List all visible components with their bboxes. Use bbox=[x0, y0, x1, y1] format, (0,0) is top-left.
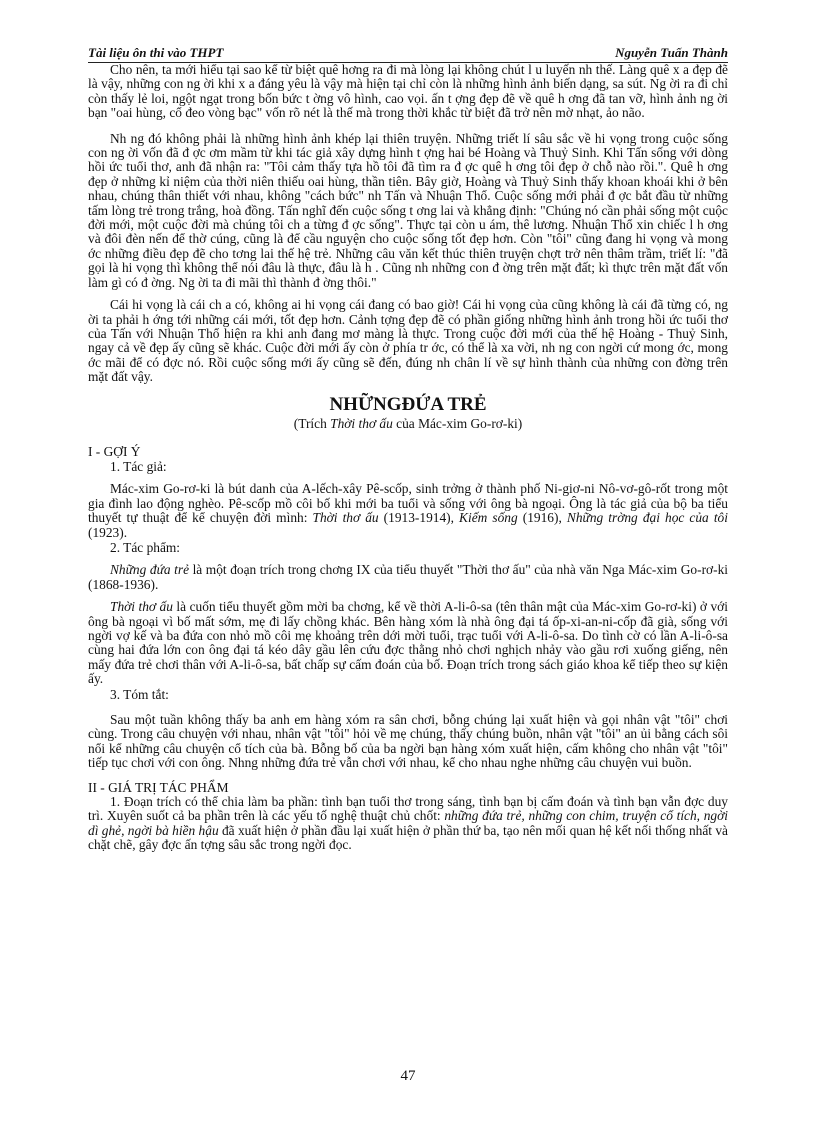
author-text-c: (1913-1914), bbox=[378, 510, 460, 526]
work-p1-a: Những đứa trẻ bbox=[110, 562, 190, 578]
work-p2-a: Thời thơ ấu bbox=[110, 599, 173, 615]
heading-tom-tat: 3. Tóm tắt: bbox=[110, 686, 169, 702]
author-text-a: Mác-xim Go-rơ-ki là bút danh của A-lếch-xây Pê-scốp, sinh trởng ở thành phố Ni-giơ-ni Nô-vơ-gô-rốt trong một gia đình lao động nghèo. Pê-scốp mồ côi bố khi mới ba tuổi và sống với ông bà ngoại. Ông là tác giả của bộ ba tiểu thuyết tự thuật để kể chuyện đời mình: bbox=[88, 481, 728, 526]
author-text-e: (1916), bbox=[517, 510, 567, 526]
value-p1-c: đã xuất hiện ở phần đầu lại xuất hiện ở phần thứ ba, tạo nên mối quan hệ kết nối thống nhất và chặt chẽ, gây đợc ấn tợng sâu sắc trong ngời đọc. bbox=[88, 822, 729, 853]
subtitle-suffix: của Mác-xim Go-rơ-ki) bbox=[392, 415, 523, 431]
section-title: NHỮNGĐỨA TRẺ bbox=[329, 393, 487, 415]
intro-paragraph-1: Cho nên, ta mới hiểu tại sao kể từ biệt quê hơng ra đi mà lòng lại không chút l u luyến nh thế. Làng quê x a đẹp đẽ là vậy, những con ng ời khi x a đáng yêu là vậy mà hiện tại chỉ còn là những hình ảnh biến dạng, sa sút. Ng ời ra đi chỉ còn thấy lẻ loi, ngột ngạt trong bốn bức t ờng vô hình, cao vọi. ấn t ợng đẹp đẽ về quê h ơng đã tan vỡ, hình ảnh ng ời bạn "oai hùng, cổ đeo vòng bạc" vốn rõ nét là thế mà trong thời khắc từ biệt đã trở nên mờ nhạt, ảo não. bbox=[88, 62, 728, 121]
heading-tac-pham: 2. Tác phẩm: bbox=[110, 539, 181, 555]
author-text-g: (1923). bbox=[88, 524, 128, 540]
subtitle-prefix: (Trích bbox=[293, 415, 331, 431]
intro-paragraph-2: Nh ng đó không phải là những hình ảnh khép lại thiên truyện. Những triết lí sâu sắc về hi vọng trong cuộc sống con ng ời vốn đã đ ợc ơm mầm từ khi tác giả xây dựng hình t ợng hai bé Hoàng và Thuỷ Sinh. Khi Tấn sống với dòng hồi ức tuổi thơ, anh đã nhận ra: "Tôi cảm thấy tựa hồ tôi đã tìm ra đ ợc quê h ơng tôi đẹp ở chỗ nào rồi.". Quê h ơng đẹp ở những kỉ niệm của thời niên thiếu oai hùng, thần tiên. Bây giờ, Hoàng và Thuỷ Sinh thấy khoan khoái khi ở bên nhau, chúng thân thiết với nhau, không "cách bức" nh Tấn và Nhuận Thổ. Cuộc sống mới phải đ ợc bắt đầu từ những tấm lòng trẻ trong trắng, hoà đồng. Tấn nghĩ đến cuộc sống t ơng lai và khẳng định: "Chúng nó cần phải sống một cuộc đời mới, một cuộc đời mà chúng tôi ch a từng đ ợc sống". Thực tại còn u ám, thê lương. Nhuận Thổ xin chiếc l h ơng và đôi đèn nến để thờ cúng, cũng là để cầu nguyện cho cuộc sống tốt đẹp hơn. Còn "tôi" cũng đang hi vọng và mong ớc những điều đẹp đẽ cho tơng lai thế hệ trẻ. Những câu văn kết thúc thiên truyện chợt trở nên thâm trầm, triết lí: "đã gọi là hi vọng thì không thể nói đâu là thực, đâu là h . Cũng nh những con đ ờng trên mặt đất; kì thực trên mặt đất vốn làm gì có đ ờng. Ng ời ta đi mãi thì thành đ ờng thôi." bbox=[88, 130, 728, 290]
document-page bbox=[88, 44, 728, 853]
header-left: Tài liệu ôn thi vào THPT bbox=[88, 45, 224, 60]
work-paragraph-1 bbox=[88, 563, 728, 592]
author-text-f: Những trờng đại học của tôi bbox=[566, 510, 728, 526]
subtitle-work: Thời thơ ấu bbox=[330, 415, 393, 431]
page-header bbox=[88, 44, 728, 63]
header-right: Nguyễn Tuấn Thành bbox=[615, 45, 728, 60]
value-paragraph-1 bbox=[88, 795, 728, 853]
heading-tac-gia: 1. Tác giả: bbox=[110, 458, 167, 474]
heading-goi-y: I - GỢI Ý bbox=[88, 443, 141, 459]
author-paragraph bbox=[88, 482, 728, 540]
summary-paragraph: Sau một tuần không thấy ba anh em hàng xóm ra sân chơi, bỗng chúng lại xuất hiện và gọi nhân vật "tôi" chơi cùng. Trong câu chuyện với nhau, nhân vật "tôi" hỏi về mẹ chúng, thấy chúng buồn, nhân vật "tôi" an ủi bằng cách sôi nổi kể những câu chuyện cổ tích của bà. Bỗng bố của ba ngời bạn hàng xóm xuất hiện, cấm không cho nhân vật "tôi" tiếp tục chơi với con ông. Nhng những đứa trẻ vẫn chơi với nhau, kể cho nhau nghe những câu chuyện vui buồn. bbox=[88, 712, 728, 771]
value-p1-a: 1. Đoạn trích có thể chia làm ba phần: tình bạn tuổi thơ trong sáng, tình bạn bị cấm đoán và tình bạn vẫn đợc duy trì. Xuyên suốt cả ba phần trên là các yếu tố nghệ thuật chủ chốt: bbox=[88, 794, 728, 824]
author-text-b: Thời thơ ấu bbox=[312, 510, 379, 526]
section-subtitle bbox=[88, 416, 728, 431]
work-p2-b: là cuốn tiểu thuyết gồm mời ba chơng, kể về thời A-li-ô-sa (tên thân mật của Mác-xim Go-rơ-ki) ở với ông bà ngoại vì bố mất sớm, mẹ đi lấy chồng khác. Bên hàng xóm là nhà ông đại tá ốp-xi-an-ni-cốp đã già, sống với ngời vợ kế và ba đứa con nhỏ mồ côi mẹ khoảng trên dới mời tuổi, trạc tuổi với A-li-ô-sa. Do tình cờ có lần A-li-ô-sa cùng hai đứa lớn con ông đại tá kéo dây gầu lên cứu đợc thằng nhỏ chơi nghịch nhảy vào gầu rơi xuống giếng, nên mấy đứa trẻ chơi thân với A-li-ô-sa, bất chấp sự cấm đoán của bố. Đoạn trích trong sách giáo khoa kể tiếp theo sự kiện ấy. bbox=[88, 599, 728, 687]
work-p1-b: là một đoạn trích trong chơng IX của tiểu thuyết "Thời thơ ấu" của nhà văn Nga Mác-xim Go-rơ-ki (1868-1936). bbox=[88, 562, 728, 592]
intro-paragraph-3: Cái hi vọng là cái ch a có, không ai hi vọng cái đang có bao giờ! Cái hi vọng của cũng không là cái đã từng có, ng ời ta phải h ớng tới những cái mới, tốt đẹp hơn. Cảnh tợng đẹp đẽ có phần giống những hình ảnh trong hồi ức tuổi thơ của Tấn với Nhuận Thổ hiện ra khi anh đang mơ màng là thực. Trong cuộc đời mới của thế hệ Hoàng - Thuỷ Sinh, ngay cả về đẹp ấy cũng sẽ khác. Cuộc đời mới ấy còn ở phía tr ớc, có thể là xa vời, nh ng con ngời cứ mong ớc, mong ớc mãi để có đợc nó. Rồi cuộc sống mới ấy cũng sẽ đến, đúng nh chân lí về sự hình thành của những con đờng trên mặt đất vậy. bbox=[88, 297, 728, 385]
page-number: 47 bbox=[400, 1068, 416, 1084]
heading-gia-tri: II - GIÁ TRỊ TÁC PHẨM bbox=[88, 779, 229, 795]
value-p1-b: những đứa trẻ, những con chim, truyện cổ tích, ngời dì ghẻ, ngời bà hiền hậu bbox=[88, 808, 728, 838]
work-paragraph-2 bbox=[88, 600, 728, 686]
author-text-d: Kiếm sống bbox=[459, 510, 518, 526]
